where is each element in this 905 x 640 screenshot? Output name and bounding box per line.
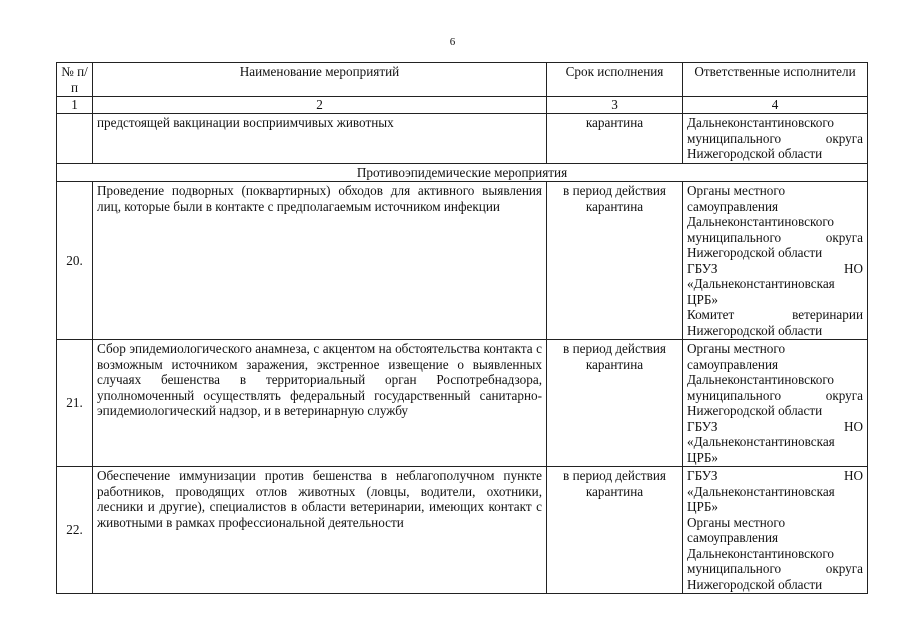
section-title: Противоэпидемические мероприятия <box>57 163 868 182</box>
table-row <box>57 467 868 594</box>
column-number: 4 <box>683 97 868 114</box>
row-number: 20. <box>57 182 93 340</box>
section-header-row <box>57 163 868 182</box>
page-number: 6 <box>449 36 456 48</box>
table-row <box>57 182 868 340</box>
measures-table <box>56 62 868 594</box>
cell-name: Проведение подворных (поквартирных) обходов для активного выявления лиц, которые были в контакте с предполагаемым источником инфекции <box>93 182 547 340</box>
row-number: 22. <box>57 467 93 594</box>
cell-term: в период действия карантина <box>547 340 683 467</box>
column-number: 1 <box>57 97 93 114</box>
column-number: 2 <box>93 97 547 114</box>
cell-name: Обеспечение иммунизации против бешенства в неблагополучном пункте работников, проводящих отлов животных (ловцы, водители, охотники, лесники и другие), специалистов в области ветеринарии, имеющих контакт с животными в рамках профессиональной деятельности <box>93 467 547 594</box>
cell-responsible: Органы местного самоуправления Дальнеконстантиновского муниципального округа Нижегородской области ГБУЗ НО «Дальнеконстантиновская ЦРБ» Комитет ветеринарии Нижегородской области <box>683 182 868 340</box>
table-row-continuation <box>57 114 868 164</box>
column-number: 3 <box>547 97 683 114</box>
cell-responsible: ГБУЗ НО «Дальнеконстантиновская ЦРБ» Органы местного самоуправления Дальнеконстантиновского муниципального округа Нижегородской области <box>683 467 868 594</box>
cell-term: в период действия карантина <box>547 182 683 340</box>
column-number-row <box>57 97 868 114</box>
table-row <box>57 340 868 467</box>
table-header-row <box>57 63 868 97</box>
cell-term: в период действия карантина <box>547 467 683 594</box>
cell-num <box>57 114 93 164</box>
cell-responsible: Дальнеконстантиновского муниципального округа Нижегородской области <box>683 114 868 164</box>
header-name: Наименование мероприятий <box>93 63 547 97</box>
header-term: Срок исполнения <box>547 63 683 97</box>
cell-term: карантина <box>547 114 683 164</box>
row-number: 21. <box>57 340 93 467</box>
cell-name: предстоящей вакцинации восприимчивых животных <box>93 114 547 164</box>
header-num: № п/п <box>57 63 93 97</box>
header-responsible: Ответственные исполнители <box>683 63 868 97</box>
cell-responsible: Органы местного самоуправления Дальнеконстантиновского муниципального округа Нижегородской области ГБУЗ НО «Дальнеконстантиновская ЦРБ» <box>683 340 868 467</box>
cell-name: Сбор эпидемиологического анамнеза, с акцентом на обстоятельства контакта с возможным источником заражения, экстренное извещение о выявленных случаях бешенства в территориальный орган Роспотребнадзора, уполномоченный осуществлять федеральный государственный санитарно-эпидемиологический надзор, и в ветеринарную службу <box>93 340 547 467</box>
